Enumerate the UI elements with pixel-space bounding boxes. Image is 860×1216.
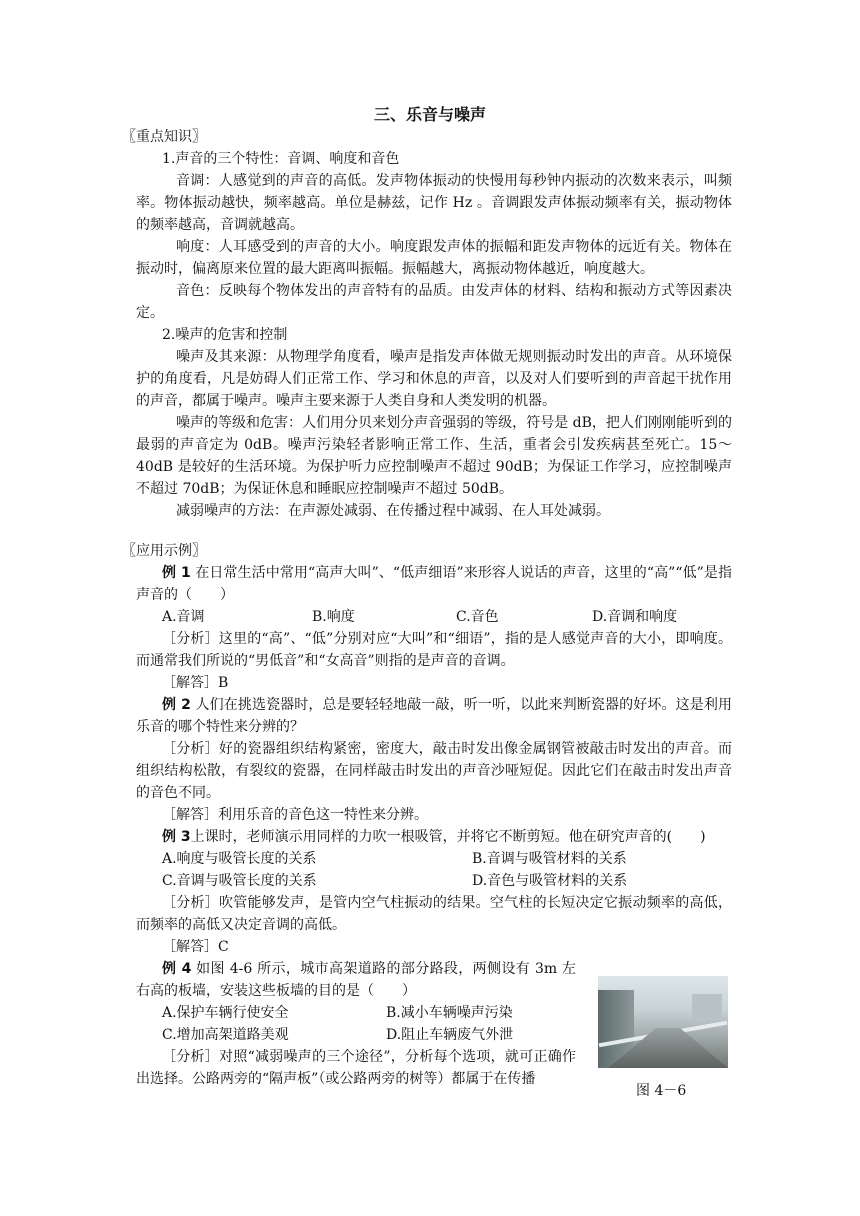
example-2-label: 例 2 <box>162 697 191 713</box>
example-1-answer: ［解答］B <box>162 675 229 691</box>
heading-sound-properties: 1.声音的三个特性：音调、响度和音色 <box>162 151 400 167</box>
example-1-options <box>136 606 732 628</box>
key-knowledge-section <box>122 126 732 522</box>
option-b: B.响度 <box>312 609 355 625</box>
option-a: A.音调 <box>162 609 205 625</box>
paragraph-noise-reduction: 减弱噪声的方法：在声源处减弱、在传播过程中减弱、在人耳处减弱。 <box>176 503 610 519</box>
example-3-question <box>136 826 732 848</box>
option-c: C.增加高架道路美观 <box>162 1027 289 1043</box>
example-1-question <box>136 562 732 606</box>
example-3-options-row1 <box>136 848 732 870</box>
example-4-label: 例 4 <box>162 961 192 977</box>
paragraph-loudness: 响度：人耳感受到的声音的大小。响度跟发声体的振幅和距发声物体的远近有关。物体在振动时，偏离原来位置的最大距离叫振幅。振幅越大，离振动物体越近，响度越大。 <box>136 239 732 277</box>
option-b: B.减小车辆噪声污染 <box>386 1005 513 1021</box>
example-3-answer: ［解答］C <box>162 939 229 955</box>
option-b: B.音调与吸管材料的关系 <box>472 851 627 867</box>
option-a: A.保护车辆行使安全 <box>162 1005 289 1021</box>
example-4-analysis: ［分析］对照“减弱噪声的三个途径”，分析每个选项，就可正确作出选择。公路两旁的“隔声板”（或公路两旁的树等）都属于在传播 <box>136 1049 576 1087</box>
option-a: A.响度与吸管长度的关系 <box>162 851 317 867</box>
figure-caption: 图 4－6 <box>636 1083 687 1099</box>
option-d: D.音色与吸管材料的关系 <box>472 873 628 889</box>
example-4-text: 如图 4-6 所示，城市高架道路的部分路段，两侧设有 3m 左右高的板墙，安装这些板墙的目的是（ ） <box>136 961 576 999</box>
paragraph-timbre: 音色：反映每个物体发出的声音特有的品质。由发声体的材料、结构和振动方式等因素决定。 <box>136 283 732 321</box>
paragraph-noise-source: 噪声及其来源：从物理学角度看，噪声是指发声体做无规则振动时发出的声音。从环境保护的角度看，凡是妨碍人们正常工作、学习和休息的声音，以及对人们要听到的声音起干扰作用的声音，都属于噪声。噪声主要来源于人类自身和人类发明的机器。 <box>136 349 732 409</box>
section-heading-examples: 〖应用示例〗 <box>122 543 206 559</box>
example-3-text: 上课时，老师演示用同样的力吹一根吸管，并将它不断剪短。他在研究声音的( ) <box>190 829 706 845</box>
example-2-answer: ［解答］利用乐音的音色这一特性来分辨。 <box>162 807 428 823</box>
example-2-text: 人们在挑选瓷器时，总是要轻轻地敲一敲，听一听，以此来判断瓷器的好坏。这是利用乐音的哪个特性来分辨的？ <box>136 697 732 735</box>
figure-elevated-road-photo <box>598 976 728 1068</box>
example-3-options-row2 <box>136 870 732 892</box>
example-2-question <box>136 694 732 738</box>
page-title: 三、乐音与噪声 <box>373 105 486 124</box>
example-1-text: 在日常生活中常用“高声大叫”、“低声细语”来形容人说话的声音，这里的“高”“低”是指声音的（ ） <box>136 565 732 603</box>
example-4-options-row2 <box>136 1024 576 1046</box>
paragraph-noise-level: 噪声的等级和危害：人们用分贝来划分声音强弱的等级，符号是 dB，把人们刚刚能听到的最弱的声音定为 0dB。噪声污染轻者影响正常工作、生活，重者会引发疾病甚至死亡。15～40dB 是较好的生活环境。为保护听力应控制噪声不超过 90dB；为保证工作学习，应控制噪声不超过 70dB；为保证休息和睡眠应控制噪声不超过 50dB。 <box>136 415 732 497</box>
example-1-label: 例 1 <box>162 565 191 581</box>
example-4 <box>136 958 576 1090</box>
option-d: D.阻止车辆废气外泄 <box>386 1027 514 1043</box>
section-heading-knowledge: 〖重点知识〗 <box>122 129 206 145</box>
example-4-question <box>136 958 576 1002</box>
example-4-options-row1 <box>136 1002 576 1024</box>
heading-noise: 2.噪声的危害和控制 <box>162 327 288 343</box>
option-d: D.音调和响度 <box>592 609 678 625</box>
option-c: C.音调与吸管长度的关系 <box>162 873 317 889</box>
example-3-analysis: ［分析］吹管能够发声，是管内空气柱振动的结果。空气柱的长短决定它振动频率的高低，而频率的高低又决定音调的高低。 <box>136 895 732 933</box>
paragraph-pitch: 音调：人感觉到的声音的高低。发声物体振动的快慢用每秒钟内振动的次数来表示，叫频率。物体振动越快，频率越高。单位是赫兹，记作 Hz 。音调跟发声体振动频率有关，振动物体的频率越高，音调就越高。 <box>136 173 732 233</box>
example-1-analysis: ［分析］这里的“高”、“低”分别对应“大叫”和“细语”，指的是人感觉声音的大小，即响度。而通常我们所说的“男低音”和“女高音”则指的是声音的音调。 <box>136 631 732 669</box>
example-2-analysis: ［分析］好的瓷器组织结构紧密，密度大，敲击时发出像金属钢管被敲击时发出的声音。而组织结构松散，有裂纹的瓷器，在同样敲击时发出的声音沙哑短促。因此它们在敲击时发出声音的音色不同。 <box>136 741 732 801</box>
option-c: C.音色 <box>456 609 499 625</box>
example-3-label: 例 3 <box>162 829 191 845</box>
